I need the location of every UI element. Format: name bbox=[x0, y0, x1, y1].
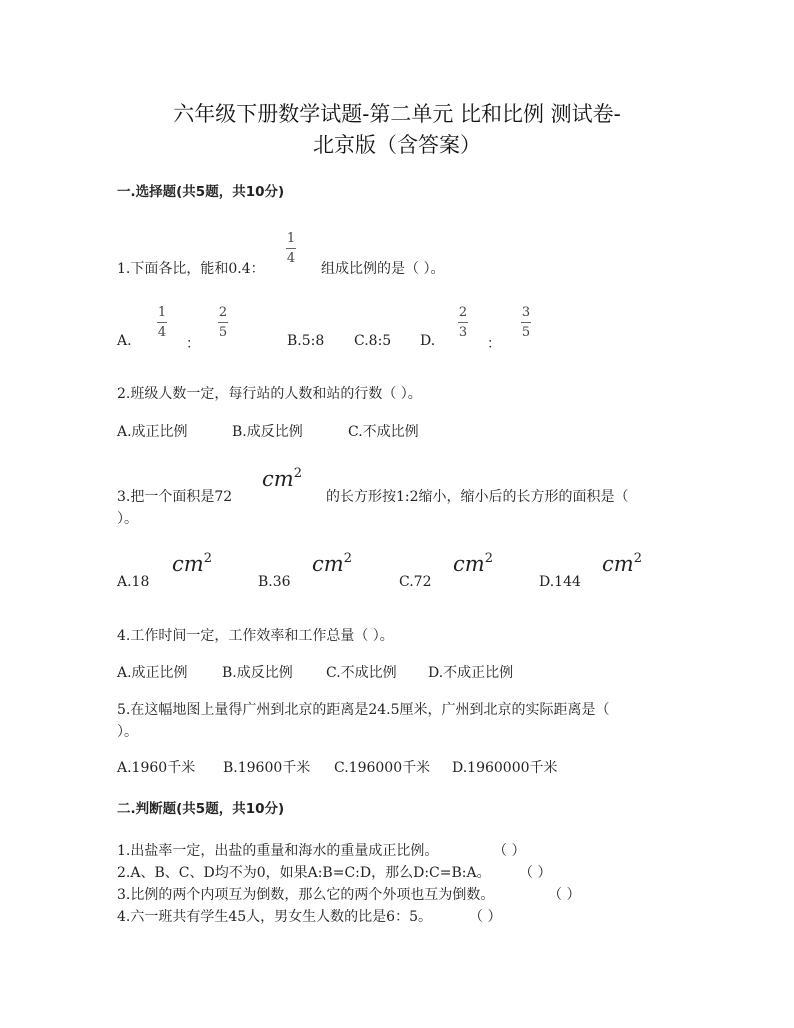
q2-option-a: A.成正比例 bbox=[117, 424, 188, 440]
q1-option-d-fraction2 bbox=[521, 306, 531, 339]
judge-item-1: 1.出盐率一定，出盐的重量和海水的重量成正比例。 bbox=[117, 843, 439, 859]
q3-unit bbox=[262, 466, 302, 491]
q1-option-a-label: A. bbox=[117, 333, 132, 349]
judge-item-4-answer-blank: （ ） bbox=[469, 909, 502, 925]
unit-base: cm bbox=[453, 552, 485, 576]
frac-denominator: 5 bbox=[521, 325, 531, 340]
frac-denominator: 4 bbox=[157, 325, 167, 340]
frac-numerator: 2 bbox=[218, 305, 228, 320]
q3-stem-line2: ）。 bbox=[117, 511, 138, 527]
q4-option-c: C.不成比例 bbox=[326, 665, 397, 681]
unit-base: cm bbox=[602, 552, 634, 576]
q5-option-c: C.196000千米 bbox=[334, 760, 431, 776]
unit-exponent: 2 bbox=[343, 551, 352, 566]
judge-item-4: 4.六一班共有学生45人，男女生人数的比是6：5。 bbox=[117, 909, 432, 925]
section-judge-heading: 二.判断题(共5题，共10分) bbox=[117, 801, 285, 817]
q1-option-d-fraction1 bbox=[458, 306, 468, 339]
unit-exponent: 2 bbox=[203, 551, 212, 566]
frac-bar bbox=[218, 322, 228, 323]
judge-item-2-answer-blank: （ ） bbox=[519, 865, 552, 881]
q1-option-d-sep: ： bbox=[487, 336, 501, 352]
frac-numerator: 3 bbox=[521, 305, 531, 320]
unit-base: cm bbox=[312, 552, 344, 576]
q5-option-a: A.1960千米 bbox=[117, 760, 196, 776]
q5-option-b: B.19600千米 bbox=[223, 760, 311, 776]
q1-stem-before: 1.下面各比，能和0.4： bbox=[117, 261, 265, 277]
unit-base: cm bbox=[262, 467, 294, 491]
frac-denominator: 3 bbox=[458, 325, 468, 340]
frac-bar bbox=[157, 322, 167, 323]
q5-stem-line2: ）。 bbox=[117, 724, 138, 740]
frac-numerator: 2 bbox=[458, 305, 468, 320]
q3-option-b: B.36 bbox=[258, 574, 291, 590]
q3-stem-after: 的长方形按1:2缩小，缩小后的长方形的面积是（ bbox=[326, 489, 629, 505]
unit-exponent: 2 bbox=[293, 466, 302, 481]
frac-bar bbox=[286, 248, 296, 249]
q1-option-a-sep: ： bbox=[186, 336, 200, 352]
unit-base: cm bbox=[172, 552, 204, 576]
judge-item-1-answer-blank: （ ） bbox=[493, 843, 526, 859]
q3-option-d: D.144 bbox=[539, 574, 581, 590]
unit-exponent: 2 bbox=[633, 551, 642, 566]
q2-stem: 2.班级人数一定，每行站的人数和站的行数（ ）。 bbox=[117, 386, 422, 402]
q3-option-a-unit bbox=[172, 551, 212, 576]
q3-option-b-unit bbox=[312, 551, 352, 576]
frac-denominator: 5 bbox=[218, 325, 228, 340]
q1-fraction bbox=[286, 232, 296, 265]
q5-stem: 5.在这幅地图上量得广州到北京的距离是24.5厘米，广州到北京的实际距离是（ bbox=[117, 702, 610, 718]
unit-exponent: 2 bbox=[484, 551, 493, 566]
q4-option-b: B.成反比例 bbox=[222, 665, 293, 681]
q1-option-b: B.5:8 bbox=[287, 333, 325, 349]
q3-option-d-unit bbox=[602, 551, 642, 576]
q1-option-d-label: D. bbox=[420, 333, 436, 349]
frac-denominator: 4 bbox=[286, 251, 296, 266]
q3-option-a: A.18 bbox=[117, 574, 150, 590]
q3-option-c: C.72 bbox=[399, 574, 432, 590]
q1-option-c: C.8:5 bbox=[354, 333, 392, 349]
frac-numerator: 1 bbox=[286, 231, 296, 246]
q5-option-d: D.1960000千米 bbox=[452, 760, 558, 776]
q2-option-c: C.不成比例 bbox=[348, 424, 419, 440]
q1-stem-after: 组成比例的是（ ）。 bbox=[321, 261, 445, 277]
q3-option-c-unit bbox=[453, 551, 493, 576]
q3-stem-before: 3.把一个面积是72 bbox=[117, 489, 233, 505]
judge-item-3-answer-blank: （ ） bbox=[548, 887, 581, 903]
judge-item-3: 3.比例的两个内项互为倒数，那么它的两个外项也互为倒数。 bbox=[117, 887, 495, 903]
q1-option-a-fraction1 bbox=[157, 306, 167, 339]
frac-bar bbox=[521, 322, 531, 323]
judge-item-2: 2.A、B、C、D均不为0，如果A:B=C:D，那么D:C=B:A。 bbox=[117, 865, 491, 881]
q4-option-d: D.不成正比例 bbox=[428, 665, 514, 681]
frac-bar bbox=[458, 322, 468, 323]
q1-option-a-fraction2 bbox=[218, 306, 228, 339]
q2-option-b: B.成反比例 bbox=[232, 424, 303, 440]
q4-option-a: A.成正比例 bbox=[117, 665, 188, 681]
section-choice-heading: 一.选择题(共5题，共10分) bbox=[117, 184, 285, 200]
q4-stem: 4.工作时间一定，工作效率和工作总量（ ）。 bbox=[117, 628, 394, 644]
page-title-line1: 六年级下册数学试题-第二单元 比和比例 测试卷- bbox=[173, 102, 621, 126]
frac-numerator: 1 bbox=[157, 305, 167, 320]
page-title-line2: 北京版（含答案） bbox=[313, 133, 481, 157]
